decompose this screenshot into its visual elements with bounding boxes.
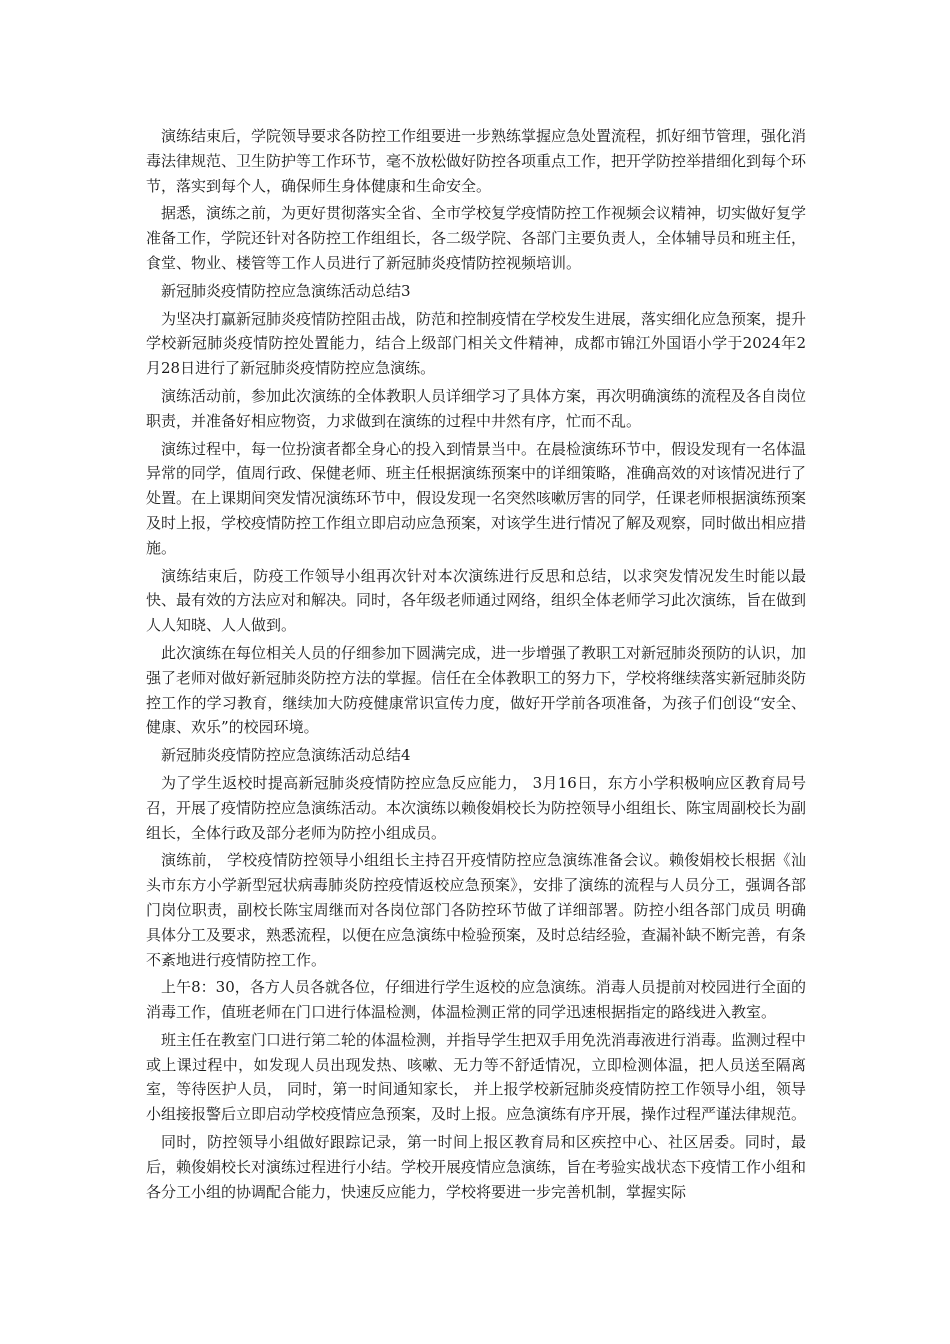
paragraph: 演练结束后，学院领导要求各防控工作组要进一步熟练掌握应急处置流程，抓好细节管理，强化消毒法律规范、卫生防护等工作环节，毫不放松做好防控各项重点工作，把开学防控举措细化到每个环节，落实到每个人，确保师生身体健康和生命安全。	[146, 127, 807, 195]
paragraph: 演练过程中，每一位扮演者都全身心的投入到情景当中。在晨检演练环节中，假设发现有一名体温异常的同学，值周行政、保健老师、班主任根据演练预案中的详细策略，准确高效的对该情况进行了处置。在上课期间突发情况演练环节中，假设发现一名突然咳嗽厉害的同学，任课老师根据演练预案及时上报，学校疫情防控工作组立即启动应急预案，对该学生进行情况了解及观察，同时做出相应措施。	[146, 439, 807, 557]
document-body	[146, 124, 806, 1207]
paragraph: 为了学生返校时提高新冠肺炎疫情防控应急反应能力， 3月16日，东方小学积极响应区教育局号召，开展了疫情防控应急演练活动。本次演练以赖俊娟校长为防控领导小组组长、陈宝周副校长为副组长，全体行政及部分老师为防控小组成员。	[146, 773, 807, 842]
paragraph: 为坚决打赢新冠肺炎疫情防控阻击战，防范和控制疫情在学校发生进展，落实细化应急预案，提升学校新冠肺炎疫情防控处置能力，结合上级部门相关文件精神，成都市锦江外国语小学于2024年2月28日进行了新冠肺炎疫情防控应急演练。	[146, 309, 807, 378]
paragraph: 据悉，演练之前，为更好贯彻落实全省、全市学校复学疫情防控工作视频会议精神，切实做好复学准备工作，学院还针对各防控工作组组长，各二级学院、各部门主要负责人，全体辅导员和班主任，食堂、物业、楼管等工作人员进行了新冠肺炎疫情防控视频培训。	[146, 204, 807, 272]
paragraph: 演练活动前，参加此次演练的全体教职人员详细学习了具体方案，再次明确演练的流程及各自岗位职责，并准备好相应物资，力求做到在演练的过程中井然有序，忙而不乱。	[146, 386, 807, 430]
paragraph: 上午8：30，各方人员各就各位，仔细进行学生返校的应急演练。消毒人员提前对校园进行全面的消毒工作，值班老师在门口进行体温检测，体温检测正常的同学迅速根据指定的路线进入教室。	[146, 978, 806, 1022]
paragraph: 同时，防控领导小组做好跟踪记录，第一时间上报区教育局和区疾控中心、社区居委。同时，最后，赖俊娟校长对演练过程进行小结。学校开展疫情应急演练，旨在考验实战状态下疫情工作小组和各分工小组的协调配合能力，快速反应能力，学校将要进一步完善机制，掌握实际	[146, 1133, 807, 1201]
section-heading: 新冠肺炎疫情防控应急演练活动总结4	[161, 746, 411, 765]
paragraph: 演练结束后，防疫工作领导小组再次针对本次演练进行反思和总结，以求突发情况发生时能以最快、最有效的方法应对和解决。同时，各年级老师通过网络，组织全体老师学习此次演练，旨在做到人人知晓、人人做到。	[146, 566, 807, 635]
section-heading: 新冠肺炎疫情防控应急演练活动总结3	[161, 281, 411, 300]
paragraph: 此次演练在每位相关人员的仔细参加下圆满完成，进一步增强了教职工对新冠肺炎预防的认识，加强了老师对做好新冠肺炎防控方法的掌握。信任在全体教职工的努力下，学校将继续落实新冠肺炎防控工作的学习教育，继续加大防疫健康常识宣传力度，做好开学前各项准备，为孩子们创设“安全、健康、欢乐”的校园环境。	[146, 643, 807, 737]
paragraph: 演练前， 学校疫情防控领导小组组长主持召开疫情防控应急演练准备会议。赖俊娟校长根据《汕头市东方小学新型冠状病毒肺炎防控疫情返校应急预案》，安排了演练的流程与人员分工，强调各部门岗位职责，副校长陈宝周继而对各岗位部门各防控环节做了详细部署。防控小组各部门成员 明确具体分工及要求，熟悉流程，以便在应急演练中检验预案，及时总结经验，查漏补缺不断完善，有条不紊地进行疫情防控工作。	[146, 851, 807, 969]
paragraph: 班主任在教室门口进行第二轮的体温检测，并指导学生把双手用免洗消毒液进行消毒。监测过程中或上课过程中，如发现人员出现发热、咳嗽、无力等不舒适情况，立即检测体温，把人员送至隔离室，等待医护人员， 同时，第一时间通知家长， 并上报学校新冠肺炎疫情防控工作领导小组，领导小组接报警后立即启动学校疫情应急预案，及时上报。应急演练有序开展，操作过程严谨法律规范。	[146, 1030, 807, 1124]
